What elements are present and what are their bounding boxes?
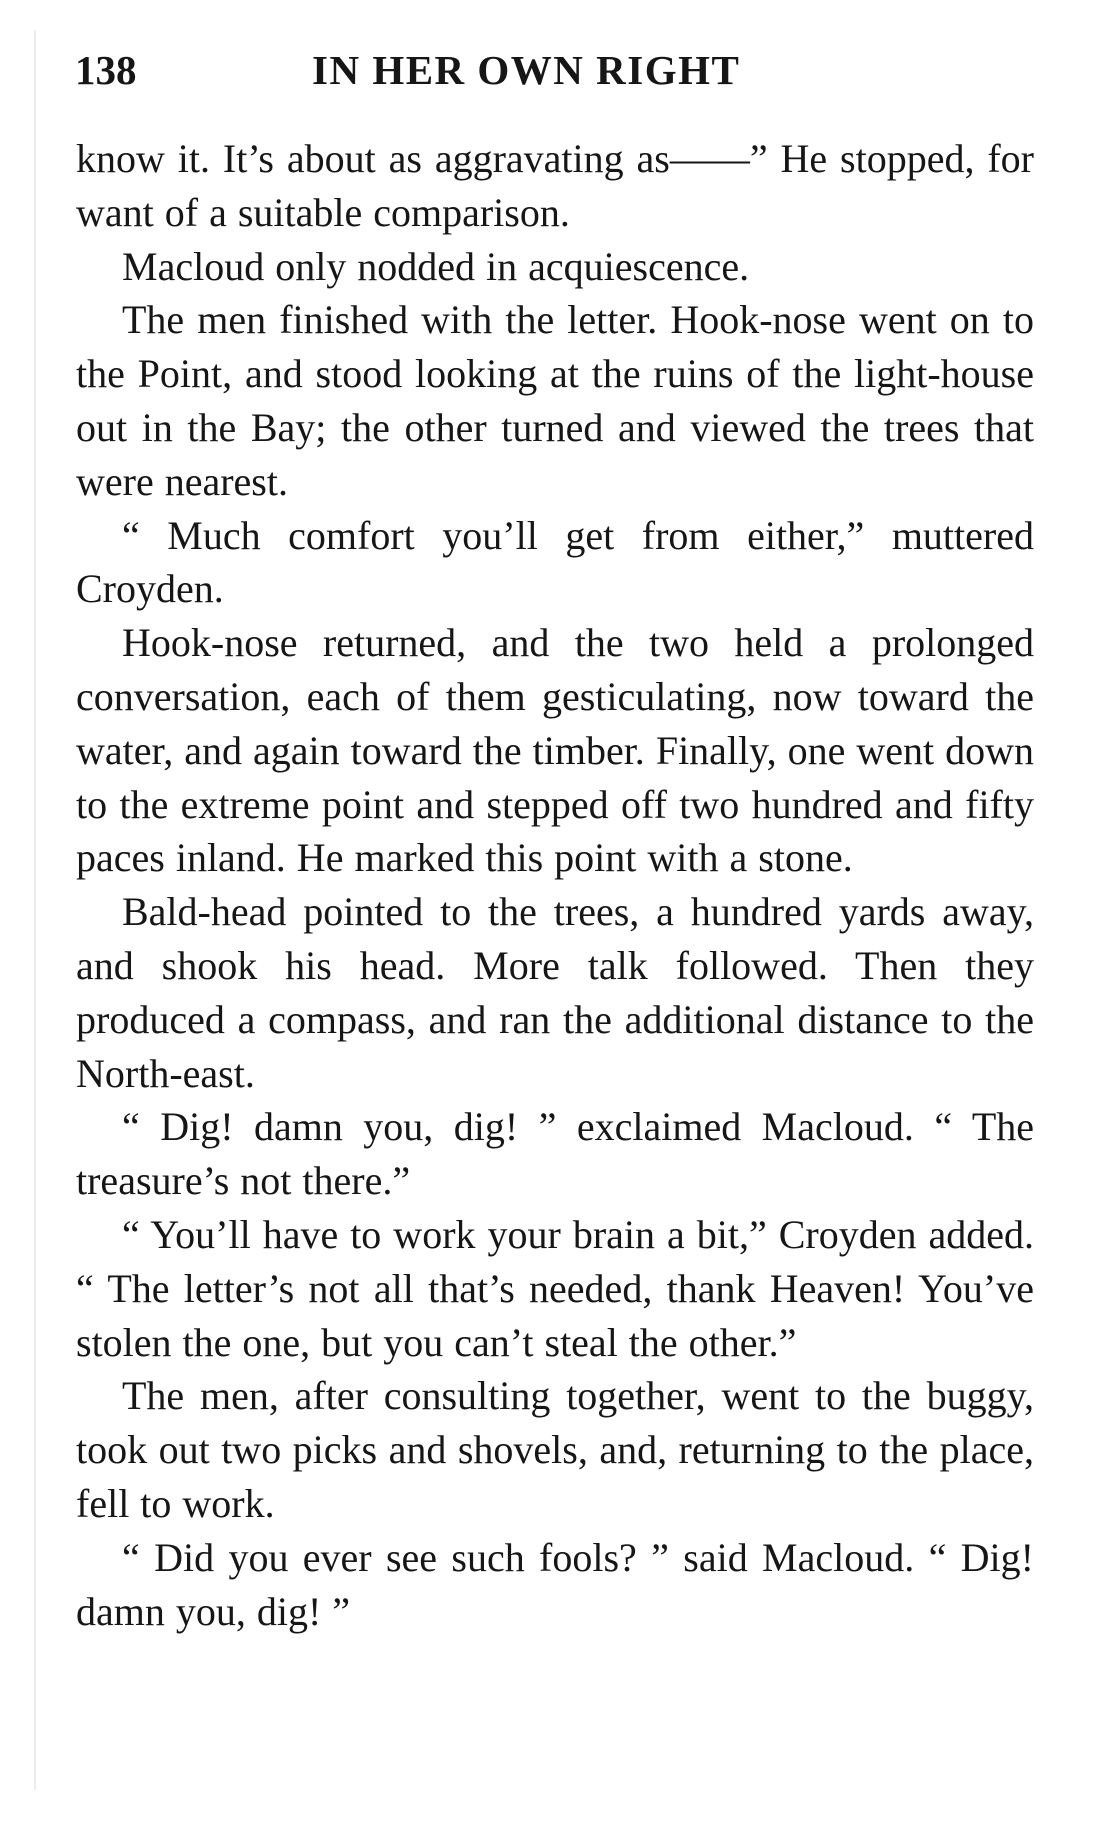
paragraph: “ Dig! damn you, dig! ” exclaimed Macloud. “ The treasure’s not there.”	[76, 1104, 1034, 1204]
page-header	[75, 40, 1033, 100]
paragraph: “ You’ll have to work your brain a bit,” Croyden added. “ The letter’s not all that’s needed, thank Heaven! You’ve stolen the one, but you can’t steal the other.”	[76, 1211, 1034, 1365]
page-number: 138	[75, 47, 137, 93]
page-gutter-edge	[34, 30, 36, 1790]
body-text	[76, 132, 1034, 1638]
paragraph: know it. It’s about as aggravating as——” He stopped, for want of a suitable comparison.	[76, 136, 1034, 235]
paragraph: Hook-nose returned, and the two held a prolonged conversation, each of them gesticulating, now toward the water, and again toward the timber. Finally, one went down to the extreme point and stepped off two hundred and fifty paces inland. He marked this point with a stone.	[76, 620, 1034, 881]
paragraph: “ Much comfort you’ll get from either,” muttered Croyden.	[76, 512, 1034, 612]
paragraph: Macloud only nodded in acquiescence.	[122, 243, 750, 289]
paragraph: The men, after consulting together, went to the buggy, took out two picks and shovels, and, returning to the place, fell to work.	[76, 1373, 1034, 1526]
running-title: IN HER OWN RIGHT	[312, 47, 741, 93]
paragraph: The men finished with the letter. Hook-nose went on to the Point, and stood looking at the ruins of the light-house out in the Bay; the other turned and viewed the trees that were nearest.	[76, 297, 1034, 504]
paragraph: “ Did you ever see such fools? ” said Macloud. “ Dig! damn you, dig! ”	[76, 1534, 1034, 1634]
paragraph: Bald-head pointed to the trees, a hundred yards away, and shook his head. More talk followed. Then they produced a compass, and ran the additional distance to the North-east.	[76, 889, 1034, 1096]
